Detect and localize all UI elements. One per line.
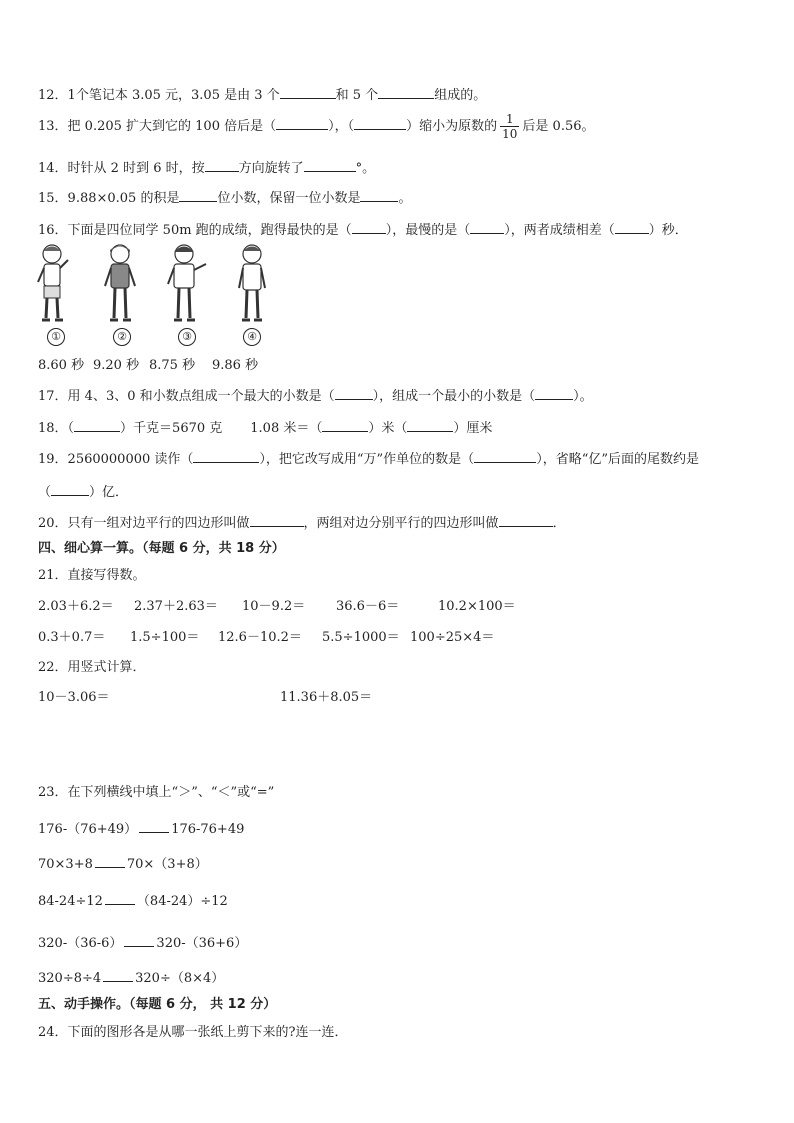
runner-2-figure	[98, 242, 142, 326]
question-20: 20．只有一组对边平行的四边形叫做 ，两组对边分别平行的四边形叫做 ．	[38, 516, 566, 531]
blank[interactable]	[615, 221, 649, 234]
calc-item: 5.5÷1000＝	[322, 630, 400, 645]
question-19-cont: （ ）亿．	[38, 485, 129, 500]
runner-label-2: ②	[113, 328, 131, 346]
compare-item: 320÷8÷4 320÷（8×4）	[38, 971, 225, 986]
question-17: 17．用 4、3、0 和小数点组成一个最大的小数是（ ），组成一个最小的小数是（ ）。	[38, 389, 593, 404]
runner-time-2: 9.20 秒	[93, 358, 140, 373]
calc-item: 10－9.2＝	[242, 599, 306, 614]
blank[interactable]	[335, 387, 373, 400]
blank[interactable]	[354, 117, 406, 130]
blank[interactable]	[407, 419, 453, 432]
blank[interactable]	[535, 387, 573, 400]
runner-label-1: ①	[47, 328, 65, 346]
blank[interactable]	[105, 892, 135, 905]
vertical-calc-2: 11.36＋8.05＝	[280, 690, 373, 705]
blank[interactable]	[205, 159, 239, 172]
blank[interactable]	[304, 159, 356, 172]
blank[interactable]	[378, 86, 434, 99]
blank[interactable]	[360, 189, 398, 202]
question-15: 15．9.88×0.05 的积是 位小数，保留一位小数是 。	[38, 191, 412, 206]
question-23-title: 23．在下列横线中填上“＞”、“＜”或“=”	[38, 785, 275, 800]
calc-item: 2.03＋6.2＝	[38, 599, 114, 614]
calc-item: 100÷25×4＝	[410, 630, 495, 645]
compare-item: 70×3+8 70×（3+8）	[38, 857, 208, 872]
blank[interactable]	[276, 117, 328, 130]
question-19: 19．2560000000 读作（ ），把它改写成用“万”作单位的数是（ ），省略“亿”后面的尾数约是	[38, 452, 699, 467]
calc-item: 0.3＋0.7＝	[38, 630, 106, 645]
runner-time-4: 9.86 秒	[212, 358, 259, 373]
blank[interactable]	[470, 221, 504, 234]
blank[interactable]	[74, 419, 120, 432]
question-16: 16．下面是四位同学 50m 跑的成绩，跑得最快的是（ ），最慢的是（ ），两者成绩相差（ ）秒．	[38, 223, 688, 238]
question-12: 12．1个笔记本 3.05 元，3.05 是由 3 个 和 5 个 组成的。	[38, 88, 487, 103]
blank[interactable]	[250, 514, 304, 527]
calc-item: 1.5÷100＝	[130, 630, 200, 645]
runner-label-4: ④	[243, 328, 261, 346]
compare-item: 320-（36-6） 320-（36+6）	[38, 936, 248, 951]
question-13: 13．把 0.205 扩大到它的 100 倍后是（ ），（ ）缩小为原数的 $\frac{1}{10}$ 后是 0.56。	[38, 112, 595, 141]
compare-item: 176-（76+49） 176-76+49	[38, 822, 245, 837]
blank[interactable]	[51, 483, 89, 496]
blank[interactable]	[352, 221, 386, 234]
vertical-calc-1: 10－3.06＝	[38, 690, 110, 705]
blank[interactable]	[193, 450, 259, 463]
blank[interactable]	[103, 969, 133, 982]
runner-time-3: 8.75 秒	[149, 358, 196, 373]
question-24: 24．下面的图形各是从哪一张纸上剪下来的?连一连．	[38, 1025, 348, 1040]
runner-time-1: 8.60 秒	[38, 358, 85, 373]
calc-item: 36.6－6＝	[336, 599, 400, 614]
calc-item: 2.37＋2.63＝	[134, 599, 218, 614]
section-5-heading: 五、动手操作。（每题 6 分， 共 12 分）	[38, 997, 277, 1012]
runner-1-figure	[30, 242, 78, 326]
question-14: 14．时针从 2 时到 6 时，按 方向旋转了 °。	[38, 161, 376, 176]
runner-label-3: ③	[178, 328, 196, 346]
blank[interactable]	[139, 820, 169, 833]
blank[interactable]	[474, 450, 536, 463]
blank[interactable]	[95, 855, 125, 868]
blank[interactable]	[280, 86, 336, 99]
section-4-heading: 四、细心算一算。（每题 6 分，共 18 分）	[38, 541, 285, 556]
compare-item: 84-24÷12 （84-24）÷12	[38, 894, 228, 909]
blank[interactable]	[322, 419, 368, 432]
calc-item: 10.2×100＝	[438, 599, 516, 614]
blank[interactable]	[179, 189, 217, 202]
blank[interactable]	[124, 934, 154, 947]
fraction: $\frac{1}{10}$	[502, 112, 518, 141]
calc-item: 12.6－10.2＝	[218, 630, 302, 645]
question-22-title: 22．用竖式计算．	[38, 660, 146, 675]
blank[interactable]	[499, 514, 553, 527]
runner-3-figure	[162, 242, 214, 326]
question-21-title: 21．直接写得数。	[38, 568, 146, 583]
question-18: 18．（ ）千克＝5670 克 1.08 米＝（ ）米（ ）厘米	[38, 421, 493, 436]
runner-4-figure	[232, 242, 272, 326]
